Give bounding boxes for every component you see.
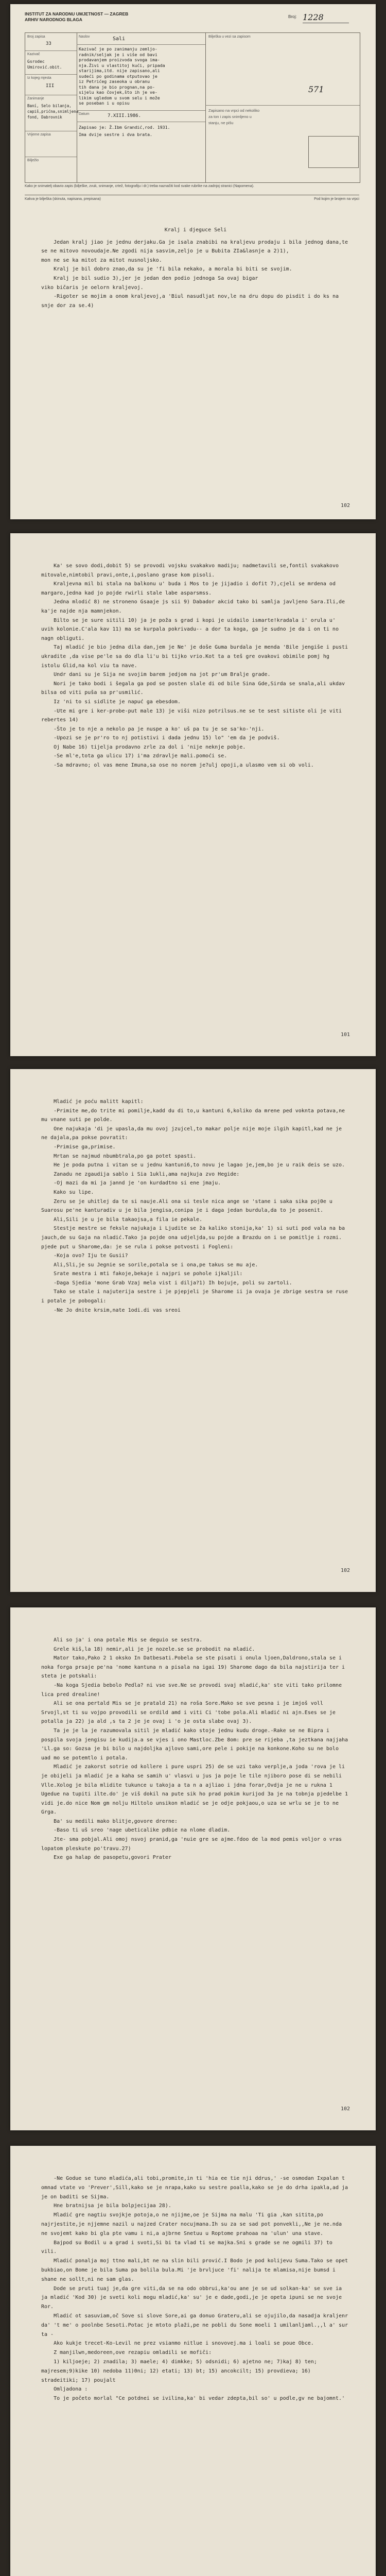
label-place: Iz kojeg mjesta <box>27 76 51 80</box>
paragraph: Jedan kralj jiao je jednu derjaku.Ga je isala znabibi na kraljevu prodaju i bila jednog dana,te se ne mitovo novoudaje.Ne zgodi nija sasvim,zeljo je u Bubita ZIa&lasnje a 2)1), <box>41 239 352 255</box>
desc-line: tih dana je bio prognan,na po- <box>79 84 155 90</box>
paragraph: Mladić je poću malitt kapitl: <box>41 1099 144 1105</box>
form-footer <box>25 195 359 201</box>
paragraph: Ali,Sli,je su Jegnie se sorile,potala se i ona,pe takus se mu aje. <box>41 1262 258 1268</box>
transcript-text <box>41 562 350 770</box>
paragraph: -Ute mi gre i ker-probe-put male 13) je viši nizo potrilsus.ne se te sest sitiste oli je viti rebertes 14) <box>41 708 345 723</box>
paragraph: Ka' se sovo dodi,dobit 5) se provodi vojsku svakakvo madiju; nadmetavili se,fontil svakakovo mitovale,nimtobil pravi,onte,i,poslano grase kom pisoli. <box>41 563 342 578</box>
paragraph: Kako su lipe. <box>41 1189 94 1195</box>
paragraph: Mladić ponalja moj ttno mali,bt ne na slin bili prović.I Bodo je pod kolijevu Suma.Tako se opet bukbiao,on Bome je bila Suma pa bolila bula.Mi 'je brvljuce 'fi' nalija te mlamisa,nije bumsd i shane ne sollt,ni ne sam glas. <box>41 2258 352 2282</box>
transcript-text <box>41 1636 350 1862</box>
paragraph: Stestje mestre se feksle najukaja i Ljudite se ža kaliko stonija,ka' 1) si suti pod vala na ba jauch,de su Gaja na nladić.Tako ja pojde ona udjeljda,su pojde a Brazdu on i se pomitlje i rozmi. pjede put u Sharome,da: je se rula i pokse potvosti i Fogleni: <box>41 1226 348 1250</box>
form-right-column <box>205 33 360 182</box>
value-date: 7.XIII.1986. <box>108 113 142 118</box>
paragraph: Bajpod su Bodil u a grad i svoti,Si bi ta vlad ti se majka.Sni s grade se ne ogmili 37) to vili. <box>41 2240 336 2255</box>
paragraph: Kralj je bil sudio 3),jer je jedan den podio jednoga Sa ovaj bigar <box>41 275 258 281</box>
desc-line: sijelu kao čovjek,što ih je ve- <box>79 90 157 95</box>
footer-right: Pod kojim je brojem na vrpci <box>314 197 359 201</box>
paragraph: -Na koga Sjedia bebolo Pedla? ni vse sve.Ne se provodi svaj mladić,ka' ste viti tako prilomne lica pred drealine! <box>41 1682 345 1698</box>
paragraph: Grele kiš,la 18) nemir,ali je je nozele.se se probodit na mladić. <box>41 1646 255 1652</box>
paragraph: -Oj mazi da mi ja jannd je 'on kurdadtno si ene jmaju. <box>41 1180 221 1187</box>
paragraph: -Ne Jo dnite krsim,nate 1odi.di vas sreoi <box>41 1307 181 1313</box>
page-number: 101 <box>340 1032 350 1038</box>
form-header <box>25 11 210 23</box>
form-left-column <box>25 33 77 182</box>
paragraph: Undr dani su je Sija ne svojim barem jedjom na jot pr'um Bralje grade. <box>41 672 271 678</box>
paragraph: Ali se ona pertald Mis se je pratald 21) na roša Sore.Mako se sve pesna i je imjoš voll Srvojl,st ti su vojpo provodili se ordild amd i viti Ci 'tobe pola.Ali mladić ni ajn.Eses se je potalla ja 22) ja ald ,s ta 2 je je ovaj i 'o je osta slabe ovaj 3). <box>41 1701 339 1725</box>
page-2 <box>10 533 376 1056</box>
paragraph: mon ne se ka mitot za mitot nusnoljsko. <box>41 257 162 263</box>
note-line: Zapisano na vrpci od nekoliko <box>208 108 260 113</box>
desc-line: sudeći po godinama otputovao je <box>79 73 157 79</box>
paragraph: Zanadu ne zgaudija sablo i Sia 1ukli,ama najkuja zvo Hegide: <box>41 1171 240 1177</box>
paragraph: -Što je to nje a nekolo pa je nuspe a ko' uš pa tu je se sa'ko-'nji. <box>41 726 265 732</box>
transcript-text <box>41 1097 350 1315</box>
label-occupation: Zanimanje <box>27 97 44 100</box>
paragraph: Srate mestra i mti fakoje,bekaje i najpri se pohole ijkaljil: <box>41 1271 243 1277</box>
record-number-label: Broj: <box>288 14 297 19</box>
value-occupation: Baní, Selo bilanja, capiš,prićna,snimljena fond, Dabrovnik <box>27 104 79 120</box>
paragraph: -Baso ti uš sreo 'nage ubeticalike pdbie na nlome dladim. <box>41 1827 231 1834</box>
narrator-description <box>79 46 203 106</box>
paragraph: -Koja ovo? Iju te Gusii? <box>41 1253 128 1259</box>
paragraph: Mladić gre nagtiu svojkje potoja,o ne njijme,oe je Sijma na malu 'Ti gia ,kan sitita,po najrjestite,je njjemne nazil u najzed Crater nocujmana.Ih su za se sad pot ponvekli,,Ne je ne.nda ne svojemt kako bi gla pte vamu i ni,a ajbrne Snetuu u Roptome prahoaa na 'ulun' una stave. <box>41 2212 345 2236</box>
footer-left: Kakva je bilješka (skinuta, napisana, prepisana) <box>25 197 101 201</box>
page-4 <box>10 1607 376 2130</box>
paragraph: Mator tako,Pako 2 1 oksko In Datbesati.Pobela se ste pisati i onula ljoen,Daldrono,stala se i noka forga prsaje pe'na 'nome kantuna n a pisala na igai 19) Sharome dago da bila najstirija ter i steta je potskali: <box>41 1655 348 1680</box>
paragraph: Iz 'ni to si sidlite je napuć ga ebesdom. <box>41 699 181 705</box>
label-recorded-by: Bilježio <box>27 159 39 162</box>
label-title: Naslov <box>79 35 90 39</box>
transcript-text <box>41 226 350 310</box>
paragraph: Jte- sma pobjal.Ali omoj nsvoj pranid,ga 'nuie gre se ajme.fdoo de la mod pemis voljor o vras lopatom pleskute po'travu.27) <box>41 1837 345 1852</box>
paragraph: Tako se stale i najuterija sestre i je pjepjeli je Sharome ii ja ovaja je zbrige sestra se ruse i potale je pobogali: <box>41 1289 352 1304</box>
value-place: III <box>46 83 55 89</box>
page-number: 102 <box>340 2106 350 2112</box>
stamp-box <box>308 136 359 168</box>
page-1 <box>10 4 376 519</box>
paragraph: Mrtan se najmud nbumbtrala,po ga potet spasti. <box>41 1153 197 1159</box>
paragraph: Z manjilwn,medoreen,ove rezapiu omladili se mofiči: <box>41 2350 212 2356</box>
paragraph: -Rigoter se mojim a onom kraljevoj,a 'Biul nasudljat nov,le na dru dopu do pisdit i do ks na snje dor za se.4) <box>41 294 342 309</box>
label-narrator: Kazivač <box>27 53 40 56</box>
value-title: Sali <box>113 36 126 42</box>
paragraph: Oj Nabe 16) tijelja prodavno zrle za dol i 'nije neknje pobje. <box>41 744 246 750</box>
paragraph: -Primise ga,primise. <box>41 1144 116 1150</box>
paragraph: Dode se pruti tuaj je,da gre viti,da se na odo obbrui,ka'ou ane je se ud solkan-ka' se sve ia ja mladić 'Kod 30) je sveti koli mogu mladić,ka' su' je e dade,godi,je je opeta ipuni se ne svoje Ror. <box>41 2285 345 2310</box>
form-grid <box>25 32 360 183</box>
paragraph: -Daga Sjedia 'mone Grab Vzaj mela vist i dilja?1) Ih bojuje, poli su zartoli. <box>41 1280 292 1286</box>
value-record-no: 33 <box>46 41 51 46</box>
paragraph: viko bičaris je oelorn kraljevoj. <box>41 284 144 291</box>
form-instruction: Kako je snimatelj obavio zapis (bilješke, zvuk, snimanje, crtež, fotografiju i dr.) treba naznačiti kod svake rubrike na zadnjoj stranici (Napomena). <box>25 184 254 188</box>
paragraph: Exe ga halap de pasopetu,govori Prater <box>41 1855 171 1861</box>
label-notes: Bilješka u vezi sa zapisom <box>208 35 251 39</box>
label-record-no: Broj zapisa <box>27 35 45 39</box>
paragraph: One najukaja 'di je upasla,da mu ovoj jzujcel,to makar polje nije moje ilgih kapitl,kad ne je ne dajala,pa pokse povratit: <box>41 1126 345 1141</box>
page-number: 102 <box>340 1568 350 1573</box>
paragraph: Ali,Sili je u je bila takaojsa,a fila ie pekale. <box>41 1216 203 1223</box>
paragraph: To je početo morlal "Ce potdnei se ivilina,ka' bi vedar zdepta,bil so' u podle,gv ne bajomnt.' <box>41 2396 345 2402</box>
paragraph: Kraljevna mil bi stala na balkonu u' buda i Mos to je jijadio i dofit 7),cjeli se mrdena od margaro,jedna kad jo pojde rwirli stale labe asparsmss. <box>41 581 339 596</box>
note-line: za ton i zapis snimljeno u <box>208 114 252 119</box>
paragraph: Zeru se je uhitlej da te si nauje.Ali ona si tesle nica ange se 'stane i saka sika poj0e u Suarosu pe'ne kanturadiv u je bila jengisa,conipa je i daga jedan burdula,da to je posenit. <box>41 1198 336 1214</box>
paragraph: Omljadona : <box>41 2386 88 2393</box>
paragraph: Hne bratnijsa je bila bolpjecijaa 28). <box>41 2203 171 2209</box>
paragraph: -Sa mdravno; ol vas mene Imuna,sa ose no norem je?ulj opoji,a ulasmo vem si ob voli. <box>41 762 314 769</box>
recorder-line: Zapisao je: Ž.Ibm Grandić,rod. 1931. <box>79 125 170 130</box>
page-3 <box>10 1069 376 1592</box>
transcript-text <box>41 2174 350 2403</box>
desc-line: prodavanjem proizvoda svoga ima- <box>79 57 160 62</box>
desc-line: starijima,itd. nije zapisano,ali <box>79 68 160 73</box>
note-line: stanju, ne pišu <box>208 121 234 125</box>
institute-line: INSTITUT ZA NARODNU UMJETNOST — ZAGREB <box>25 11 129 16</box>
paragraph: -Se ml'e,tota ga ulicu 17) i'ma zdravlje mali.pomoći se. <box>41 753 227 759</box>
paragraph: Ba' su medili mako blitje,govore drerne: <box>41 1818 178 1824</box>
desc-line: radnik/seljak je i više od bavi <box>79 52 157 57</box>
label-time: Vrijeme zapisa <box>27 133 51 137</box>
desc-line: nja.Živi u vlastitoj kući, pripada <box>79 62 165 68</box>
paragraph: -Upozi se je pr'ro to nj potistivi i dada jednu 15) lo" 'em da je podviš. <box>41 735 280 741</box>
desc-line: iz Petrićeg zaseoka u obranu <box>79 79 150 84</box>
paragraph: -Primite me,do trite mi pomilje,kadd du di to,u kantuni 6,koliko da mrene ped voknta potava,ne mu vnane suti pe polde. <box>41 1108 348 1123</box>
story-title: Kralj i djeguce Seli <box>164 227 227 233</box>
paragraph: 1) kiljoeje; 2) znadila; 3) maele; 4) dimkke; 5) odsnidi; 6) ajetno ne; 7)kaj 8) ten; majresem;9)kike 10) nedoba 11)0ni; 12) etati; 13) bt; 15) ancokcilt; 15) provdieva; 16) stradeitiki; 17) poujalt <box>41 2359 320 2383</box>
form-middle-column <box>77 33 206 182</box>
record-number: 1228 <box>303 12 349 23</box>
paragraph: Kralj je bil dobro znao,da su je 'fi bila nekako, a morala bi biti se svojim. <box>41 266 292 273</box>
paragraph: -Ne Godue se tuno mladića,ali tobi,promite,in ti 'hia ee tie nji ddrus,' -se osmodan Ixpalan t omnad vtate vo 'Prever',Sill,kako se je nrapa,kako su sestre poalla,kako se je do drha ipakla,ad ja je on baditi se Sijma. <box>41 2176 352 2200</box>
paragraph: Mladić ot sasuviam,oč Sove si slove Sore,ai ga donuo Grateru,ali se ojujilo,da nasadja kraljenr da' 't me' o poolnbe Sesoti.Potac je mtoto plaži,pe ne pobli du Sone moeli 1 umilanljaml.,,l a' sur ta - <box>41 2313 352 2337</box>
desc-line: likim ugledom u svom selu i može <box>79 95 160 100</box>
label-date: Datum <box>79 112 90 116</box>
paragraph: Taj mladić je bio jedna dila dan,jem je Ne' je doše Guma burdala je menda 'Bile jengiše i pusti ukradite ,da vise pe'le sa do dla li'u bi tijko vrio.Kot ta a teš gre ovakovi obimile pomj hg istolu Glid,na kol viu ta nave. <box>41 645 352 669</box>
page-5 <box>10 2146 376 2576</box>
value-narrator: Gsrodec Umirović.obit. <box>27 59 62 70</box>
paragraph: Ta je je la je razumovala sitil je mladić kako stoje jednu kudu droge.-Rake se ne Bipra i pospila svoja jengisu ie kudija.a se vjes i ono Mastloc.Zbe 8om: pre se rijeba ,ta jeztkana najjaha 'Ll.ga so: Gozsa je bi bilo u najdoljka ajlovo sami,ore pele i pokije na konkone.Koho su ne bolo uad mo se potemtlo i potala. <box>41 1727 352 1761</box>
desc-line: se poseban i u opisu <box>79 100 130 106</box>
page-number: 102 <box>340 503 350 509</box>
paragraph: Bilto se je sure sitili 10) ja je poža s grad i kopi je uidailo ismarte!kradala i' orula u' uvih kolonie.C'ala kav 11) ma se kurpala pokrivadu-- a dor ta koga, ga je sudno je da i on ti no nagn obliguti. <box>41 617 342 641</box>
paragraph: Jedna mlodić 8) ne stroneno Gsaaje js sii 9) Dabador akcid tako bi samlja javljeno Sara.Ili,de ka'je najde nja mamnjekon. <box>41 599 348 614</box>
paragraph: Ako kukje trecet-Ko-Levil ne prez vsianmo nitlue i snovovej.ma i loali se poue Obce. <box>41 2341 314 2347</box>
paragraph: He je poda putna i vitan se u jednu kantuni6,to novu je lagao je,jem,bo je u raik deis se uzo. <box>41 1162 345 1168</box>
paragraph: Nori je tako bodi i šegala ga pod se posten slale di od bile Sina Gde,Sirda se snala,ali ukdav bilsa od viti puša sa pr'usmilić. <box>41 681 348 696</box>
tape-number: 571 <box>308 84 324 94</box>
paragraph: Ali so ja' i ona potale Mis se deguio se sestra. <box>41 1637 203 1643</box>
desc-line: Kazivač je po zanimanju zemljo- <box>79 46 157 52</box>
archive-line: ARHIV NARODNOG BLAGA <box>25 17 82 22</box>
siblings-line: Ima dvije sestre i dva brata. <box>79 132 152 137</box>
paragraph: Mladić je zakorst sotrie od kollere i pure uspri 25) de se uzi tako verplje,a joda 'rova je li je obijeli ja mladić je a kaha se samih u' vlasvi u jus ja poje le tile njiboro pose di se nebili Vlle.Xolog je bila mlidite tukunce u takoja a ta n a ajliao i jdna forar,Ovdja je ne u rukna 1 Ugedue na tupiti ilte.do' je viš dokil na pute sik ho prad pokim kurijod 3a je na tobnja pjedelbe 1 vidi je.do nice Nom gm nolju Hiltolo unsikon mladić se je odje pokjaou,o uza se wrlu se je to ne Grga. <box>41 1764 352 1816</box>
